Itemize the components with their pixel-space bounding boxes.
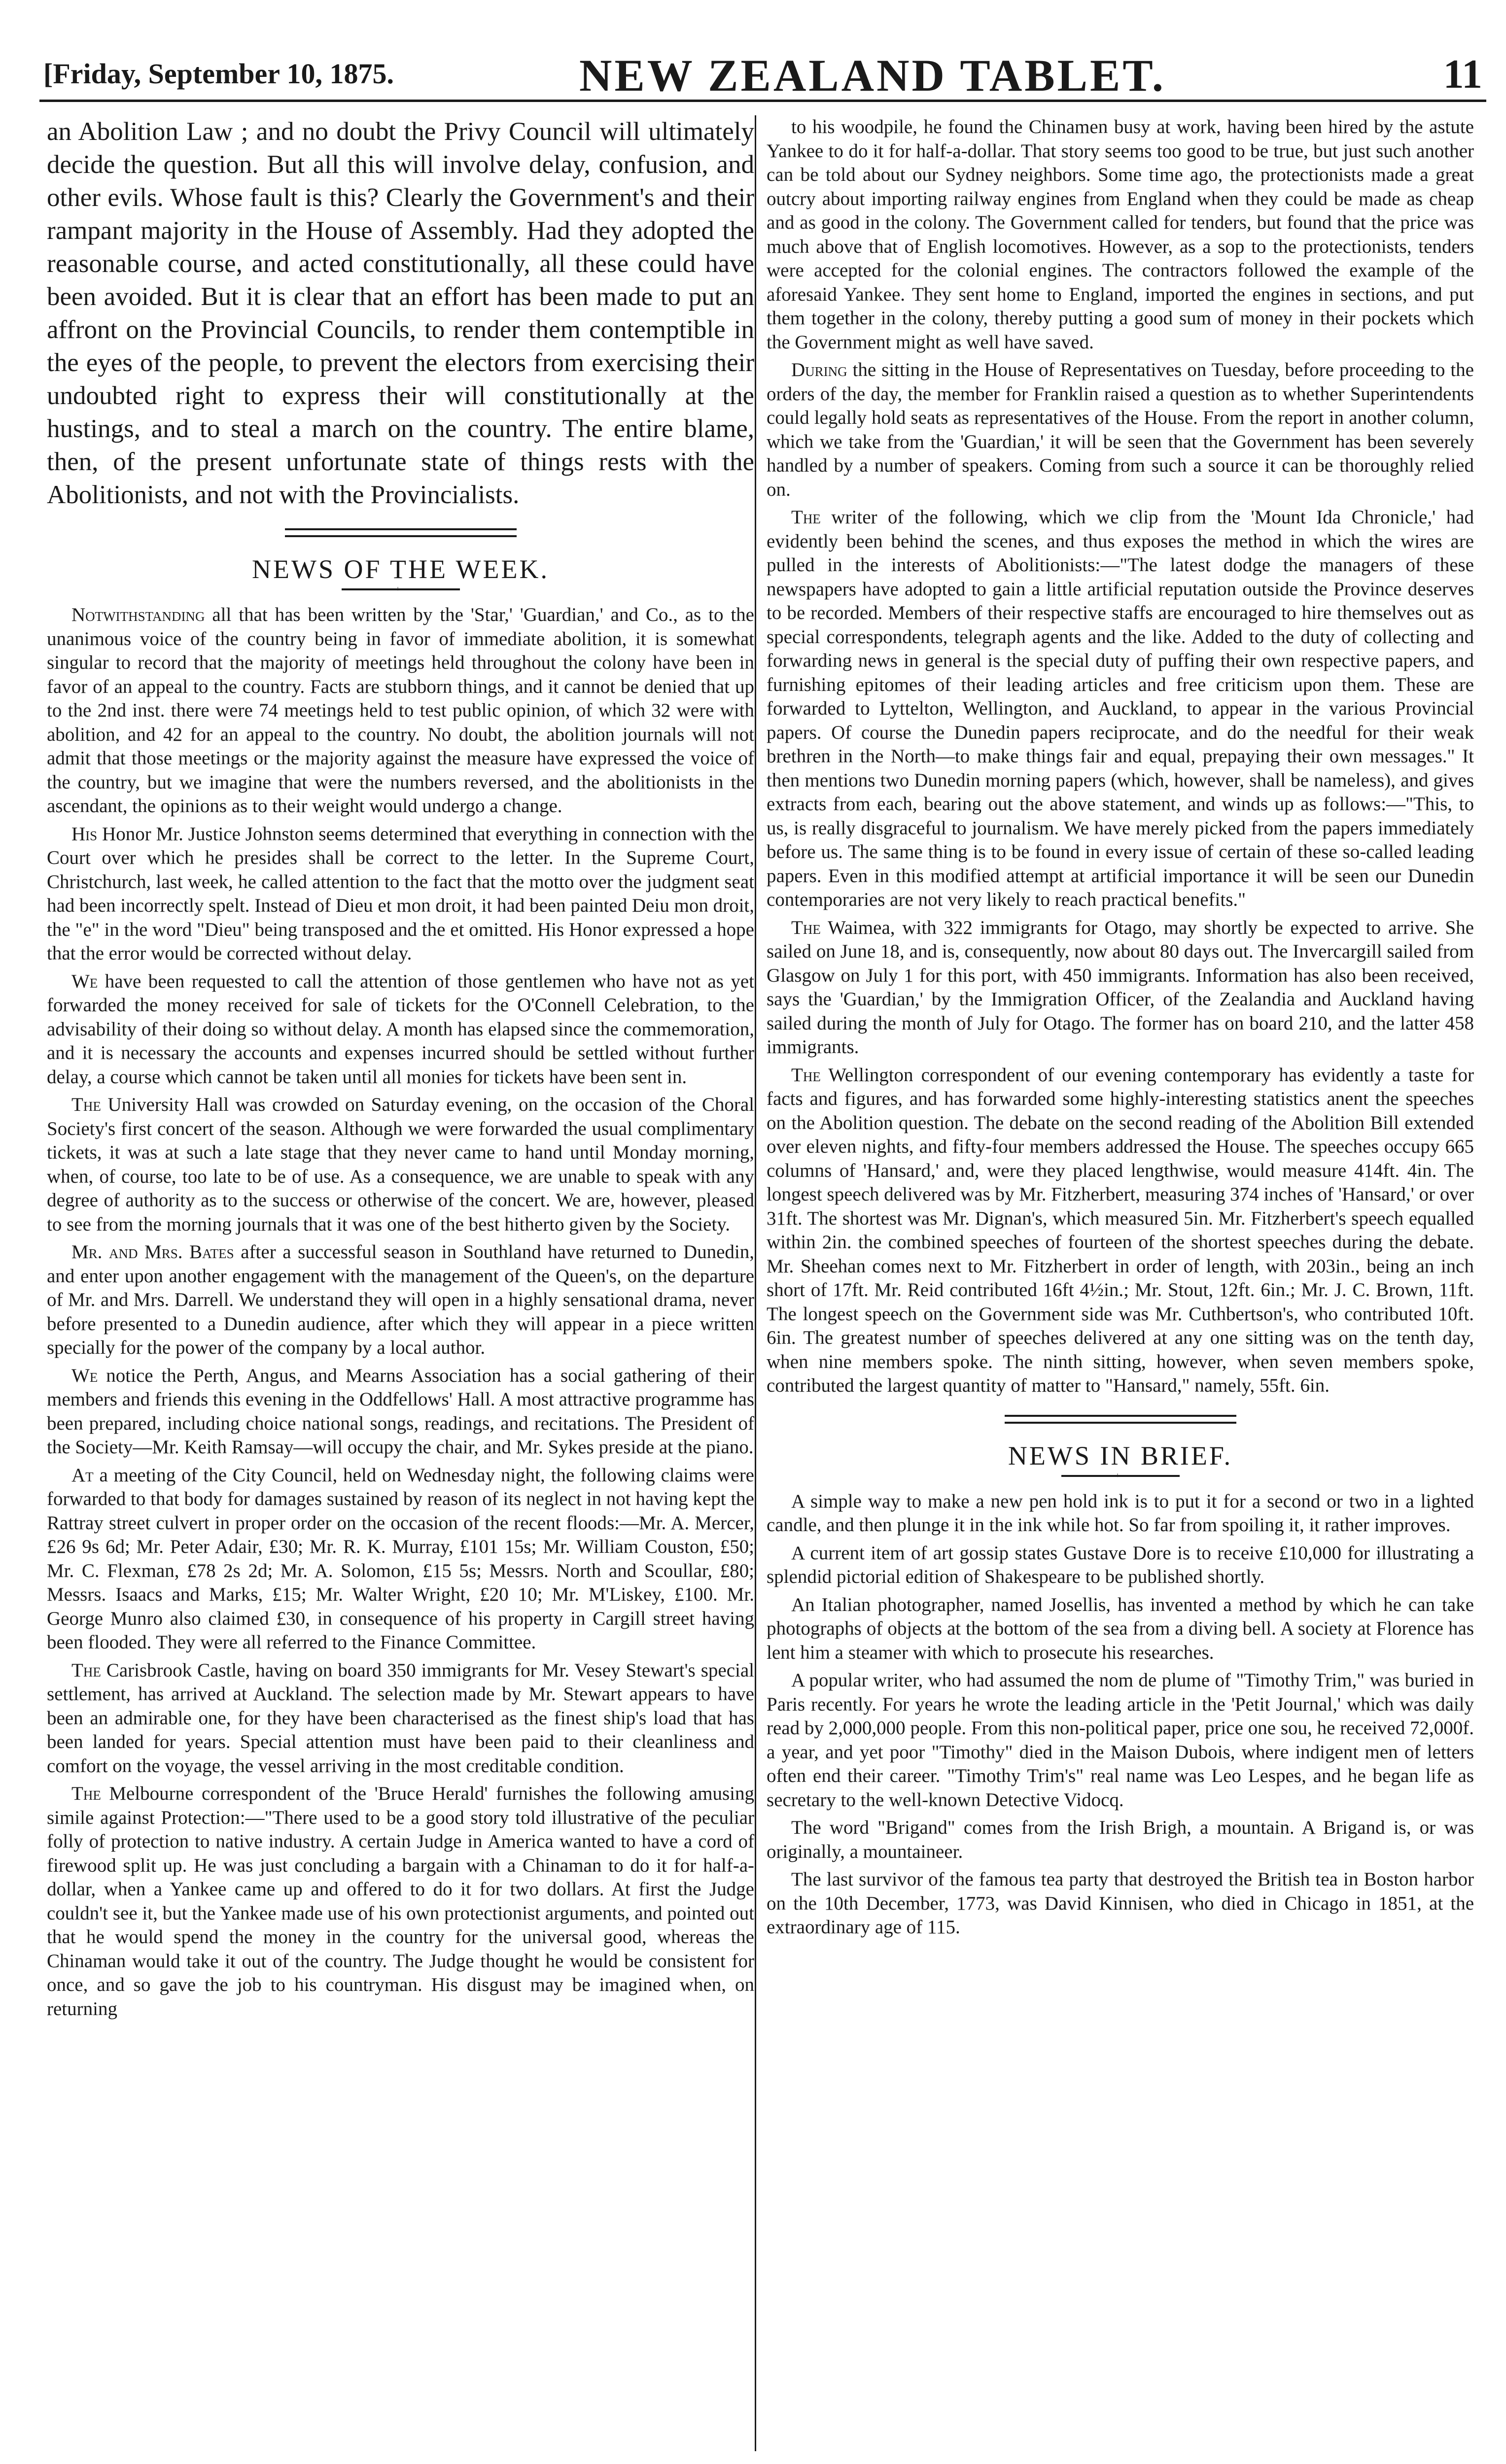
lead-paragraph: an Abolition Law ; and no doubt the Privy Council will ultimately decide the question. But all this will involve delay, confusion, and other evils. Whose fault is this? Clearly the Government's and their rampant majority in the House of Assembly. Had they adopted the reasonable course, and acted constitutionally, all these could have been avoided. But it is clear that an effort has been made to put an affront on the Provincial Councils, to render them contemptible in the eyes of the people, to prevent the electors from exercising their undoubted right to express their will constitutionally at the hustings, and to steal a march on the country. The entire blame, then, of the present unfortunate state of things rests with the Abolitionists, and not with the Provincialists. bbox=[47, 117, 754, 509]
news-of-the-week-heading bbox=[47, 528, 754, 593]
paragraph-text: all that has been written by the 'Star,' 'Guardian,' and Co., as to the unanimous voice of the country being in favor of immediate abolition, it is somewhat singular to record that the majority of meetings held throughout the colony have been in favor of an appeal to the country. Facts are stubborn things, and it cannot be denied that up to the 2nd inst. there were 74 meetings held to test public opinion, of which 32 were with abolition, and 42 for an appeal to the country. No doubt, the abolition journals will not admit that those meetings or the majority against the measure have expressed the voice of the country, but we imagine that were the numbers reversed, and the abolitionists in the ascendant, the opinions as to their weight would undergo a change. bbox=[47, 604, 754, 817]
paragraph-text: notice the Perth, Angus, and Mearns Association has a social gathering of their members and friends this evening in the Oddfellows' Hall. A most attractive programme has been prepared, including choice national songs, readings, and recitations. The President of the Society—Mr. Keith Ramsay—will occupy the chair, and Mr. Sykes preside at the piano. bbox=[47, 1365, 754, 1458]
ornament-rule bbox=[1061, 1471, 1180, 1480]
paragraph-text: A simple way to make a new pen hold ink is to put it for a second or two in a lighted candle, and then plunge it in the ink while hot. So far from spoiling it, it rather improves. bbox=[767, 1490, 1474, 1536]
paragraph-text: to his woodpile, he found the Chinamen busy at work, having been hired by the astute Yankee to do it for half-a-dollar. That story seems too good to be true, but just such another can be told about our Sydney neighbors. Some time ago, the protectionists made a great outcry about importing railway engines from England when they could be made as cheap and as good in the colony. The Government called for tenders, but found that the price was much above that of English locomotives. However, as a sop to the protectionists, tenders were accepted for the colonial engines. The contractors followed the example of the aforesaid Yankee. They sent home to England, imported the engines in sections, and put them together in the colony, thereby putting a good sum of money in their pockets which the Government might as well have saved. bbox=[767, 116, 1474, 353]
news-paragraph bbox=[47, 822, 754, 966]
paragraph-text: The word "Brigand" comes from the Irish Brigh, a mountain. A Brigand is, or was originally, a mountaineer. bbox=[767, 1817, 1474, 1862]
news-paragraph bbox=[767, 358, 1474, 502]
news-of-the-week-paragraphs bbox=[47, 603, 754, 2021]
section-title: NEWS IN BRIEF. bbox=[1008, 1440, 1233, 1471]
paragraph-lead-words: The bbox=[71, 1094, 101, 1115]
paragraph-lead-words: The bbox=[791, 507, 821, 528]
paragraph-text: University Hall was crowded on Saturday evening, on the occasion of the Choral Society's first concert of the season. Although we were forwarded the usual complimentary tickets, it was at such a late stage that they never came to hand until Monday morning, when, of course, too late to be of use. As a consequence, we are unable to speak with any degree of authority as to the success or otherwise of the concert. We are, however, pleased to see from the morning journals that it was one of the best hitherto given by the Society. bbox=[47, 1094, 754, 1235]
paragraph-text: The last survivor of the famous tea party that destroyed the British tea in Boston harbor on the 10th December, 1773, was David Kinnisen, who died in Chicago in 1851, at the extraordinary age of 115. bbox=[767, 1869, 1474, 1938]
paragraph-text: A current item of art gossip states Gustave Dore is to receive £10,000 for illustrating a splendid pictorial edition of Shakespeare to be published shortly. bbox=[767, 1542, 1474, 1587]
paragraph-lead-words: The bbox=[71, 1659, 101, 1681]
paragraph-lead-words: The bbox=[71, 1783, 101, 1804]
newspaper-title: NEW ZEALAND TABLET. bbox=[579, 50, 1166, 101]
paragraph-text: have been requested to call the attention of those gentlemen who have not as yet forwarded the money received for sale of tickets for the O'Connell Celebration, to the advisability of their doing so without delay. A month has elapsed since the commemoration, and it is necessary the accounts and expenses incurred should be settled without further delay, a course which cannot be taken until all monies for tickets have been sent in. bbox=[47, 970, 754, 1088]
paragraph-text: the sitting in the House of Representatives on Tuesday, before proceeding to the orders of the day, the member for Franklin raised a question as to whether Superintendents could legally hold seats as representatives of the House. From the report in another column, which we take from the 'Guardian,' it will be seen that the Government has been severely handled by a number of speakers. Coming from such a source it can be thoroughly relied on. bbox=[767, 359, 1474, 500]
section-title: NEWS OF THE WEEK. bbox=[252, 554, 549, 584]
paragraph-text: Honor Mr. Justice Johnston seems determined that everything in connection with the Court over which he presides shall be correct to the letter. In the Supreme Court, Christchurch, last week, he called attention to the fact that the motto over the judgment seat had been incorrectly spelt. Instead of Dieu et mon droit, it had been painted Deiu mon droit, the "e" in the word "Dieu" being transposed and the et omitted. His Honor expressed a hope that the error would be corrected without delay. bbox=[47, 823, 754, 964]
news-paragraph bbox=[767, 1490, 1474, 1538]
ornament-glyph: + bbox=[1115, 1471, 1120, 1480]
right-column bbox=[767, 115, 1474, 2461]
news-paragraph bbox=[767, 1868, 1474, 1940]
double-rule bbox=[1005, 1415, 1236, 1424]
paragraph-lead-words: The bbox=[791, 917, 821, 938]
paragraph-lead-words: We bbox=[71, 970, 98, 992]
news-of-the-week-continued bbox=[767, 115, 1474, 1398]
news-paragraph bbox=[47, 1659, 754, 1779]
news-paragraph bbox=[767, 115, 1474, 354]
paragraph-text: writer of the following, which we clip from the 'Mount Ida Chronicle,' had evidently been behind the scenes, and thus exposes the method in which the wires are pulled in the interests of Abolitionists:—"The latest dodge the managers of these newspapers have adopted to gain a little artificial reputation outside the Province deserves to be recorded. Members of their respective staffs are encouraged to hire themselves out as special correspondents, telegraph agents and the like. Added to the duty of collecting and forwarding news in general is the special duty of puffing their own respective papers, and furnishing epitomes of their leading articles and free criticism upon them. These are forwarded to Lyttelton, Wellington, and Auckland, to appear in the various Provincial papers. Of course the Dunedin papers reciprocate, and do the needful for their weak brethren in the North—to make things fair and equal, prepaying their own messages." It then mentions two Dunedin morning papers (which, however, shall be nameless), and gives extracts from each, bearing out the above statement, and winds up as follows:—"This, to us, is really disgraceful to journalism. We have merely picked from the papers immediately before us. The same thing is to be found in every issue of certain of these so-called leading papers. Even in this modified attempt at artificial importance it will be seen our Dunedin contemporaries are not very likely to reach practical benefits." bbox=[767, 507, 1474, 910]
news-paragraph bbox=[47, 1364, 754, 1460]
column-divider bbox=[755, 115, 756, 2451]
editorial-continuation bbox=[47, 115, 754, 512]
paragraph-lead-words: The bbox=[791, 1064, 821, 1086]
news-paragraph bbox=[767, 1063, 1474, 1398]
paragraph-text: Carisbrook Castle, having on board 350 immigrants for Mr. Vesey Stewart's special settlement, has arrived at Auckland. The selection made by Mr. Stewart appears to have been an admirable one, for they have been characterised as the finest ship's load that has been landed for years. Special attention must have been paid to their cleanliness and comfort on the voyage, the vessel arriving in the most creditable condition. bbox=[47, 1659, 754, 1777]
left-column bbox=[47, 115, 754, 2461]
ornament-glyph: + bbox=[395, 585, 400, 593]
paragraph-text: A popular writer, who had assumed the nom de plume of "Timothy Trim," was buried in Paris recently. For years he wrote the leading article in the 'Petit Journal,' which was daily read by 2,000,000 people. From this non-political paper, price one sou, he received 72,000f. a year, and yet poor "Timothy" died in the Maison Dubois, where indigent men of letters often end their career. "Timothy Trim's" real name was Leo Lespes, and he began life as secretary to the well-known Detective Vidocq. bbox=[767, 1670, 1474, 1811]
paragraph-text: An Italian photographer, named Josellis, has invented a method by which he can take photographs of objects at the bottom of the sea from a diving bell. A society at Florence has lent him a steamer with which to prosecute his researches. bbox=[767, 1594, 1474, 1663]
paragraph-lead-words: We bbox=[71, 1365, 98, 1386]
paragraph-text: Waimea, with 322 immigrants for Otago, may shortly be expected to arrive. She sailed on June 18, and is, consequently, now about 80 days out. The Invercargill sailed from Glasgow on July 1 for this port, with 450 immigrants. Information has also been received, says the 'Guardian,' by the Immigration Officer, of the Zealandia and Auckland having sailed during the month of July for Otago. The former has on board 210, and the latter 458 immigrants. bbox=[767, 917, 1474, 1058]
paragraph-text: a meeting of the City Council, held on Wednesday night, the following claims were forwarded to that body for damages sustained by reason of its neglect in not having kept the Rattray street culvert in proper order on the occasion of the recent floods:—Mr. A. Mercer, £26 9s 6d; Mr. Peter Adair, £30; Mr. R. K. Murray, £101 15s; Mr. William Couston, £50; Mr. C. Flexman, £78 2s 2d; Mr. A. Solomon, £15 5s; Messrs. North and Scoullar, £80; Messrs. Isaacs and Marks, £15; Mr. Walter Wright, £20 10; Mr. M'Liskey, £100. Mr. George Munro also claimed £30, in consequence of his property in Cargill street having been flooded. They were all referred to the Finance Committee. bbox=[47, 1464, 754, 1653]
issue-date: [Friday, September 10, 1875. bbox=[43, 58, 394, 90]
paragraph-text: after a successful season in Southland have returned to Dunedin, and enter upon another engagement with the management of the Queen's, on the departure of Mr. and Mrs. Darrell. We understand they will open in a highly sensational drama, never before presented to a Dunedin audience, after which they will appear in a piece written specially for the power of the company by a local author. bbox=[47, 1241, 754, 1358]
news-paragraph bbox=[767, 1669, 1474, 1812]
paragraph-text: Melbourne correspondent of the 'Bruce Herald' furnishes the following amusing simile against Protection:—"There used to be a good story told illustrative of the peculiar folly of protection to native industry. A certain Judge in America wanted to have a cord of firewood split up. He was just concluding a bargain with a Chinaman to do it for half-a-dollar, when a Yankee came up and offered to do it for two dollars. At first the Judge couldn't see it, but the Yankee made use of his own protectionist arguments, and pointed out that he would spend the money in the country for the universal good, whereas the Chinaman would take it out of the country. The Judge thought he would be consistent for once, and so gave the job to his countryman. His disgust may be imagined when, on returning bbox=[47, 1783, 754, 2019]
news-paragraph bbox=[47, 1464, 754, 1655]
news-paragraph bbox=[767, 1593, 1474, 1665]
news-paragraph bbox=[47, 1782, 754, 2021]
paragraph-lead-words: Notwithstanding bbox=[71, 604, 205, 625]
double-rule bbox=[285, 528, 517, 537]
news-paragraph bbox=[767, 1541, 1474, 1589]
ornament-rule bbox=[342, 585, 460, 593]
news-paragraph bbox=[767, 506, 1474, 912]
news-paragraph bbox=[767, 916, 1474, 1060]
news-paragraph bbox=[47, 1240, 754, 1360]
paragraph-text: Wellington correspondent of our evening contemporary has evidently a taste for facts and figures, and has forwarded some highly-interesting statistics anent the speeches on the Abolition question. The debate on the second reading of the Abolition Bill extended over eleven nights, and fifty-four members addressed the House. The speeches occupy 665 columns of 'Hansard,' and, were they placed lengthwise, would measure 414ft. 4in. The longest speech delivered was by Mr. Fitzherbert, measuring 374 inches of 'Hansard,' or over 31ft. The shortest was Mr. Dignan's, which measured 5in. Mr. Fitzherbert's speech equalled within 2in. the combined speeches of fourteen of the shortest speeches during the debate. Mr. Sheehan comes next to Mr. Fitzherbert in order of length, with 203in., being an inch short of 17ft. Mr. Reid contributed 16ft 4½in.; Mr. Stout, 12ft. 6in.; Mr. J. C. Brown, 11ft. The longest speech on the Government side was Mr. Cuthbertson's, who contributed 10ft. 6in. The greatest number of speeches delivered at any one sitting was on the tenth day, when nine members spoke. The ninth sitting, however, when seven members spoke, contributed the largest quantity of matter to "Hansard," namely, 55ft. 6in. bbox=[767, 1064, 1474, 1396]
news-paragraph bbox=[47, 970, 754, 1090]
masthead bbox=[39, 45, 1486, 102]
news-in-brief-heading bbox=[767, 1415, 1474, 1480]
news-paragraph bbox=[47, 603, 754, 819]
page-number: 11 bbox=[1443, 51, 1482, 97]
news-paragraph bbox=[47, 1093, 754, 1236]
paragraph-lead-words: Mr. and Mrs. Bates bbox=[71, 1241, 234, 1263]
paragraph-lead-words: At bbox=[71, 1464, 94, 1486]
news-in-brief-paragraphs bbox=[767, 1490, 1474, 1940]
news-paragraph bbox=[767, 1816, 1474, 1864]
paragraph-lead-words: His bbox=[71, 823, 98, 845]
paragraph-lead-words: During bbox=[791, 359, 847, 380]
